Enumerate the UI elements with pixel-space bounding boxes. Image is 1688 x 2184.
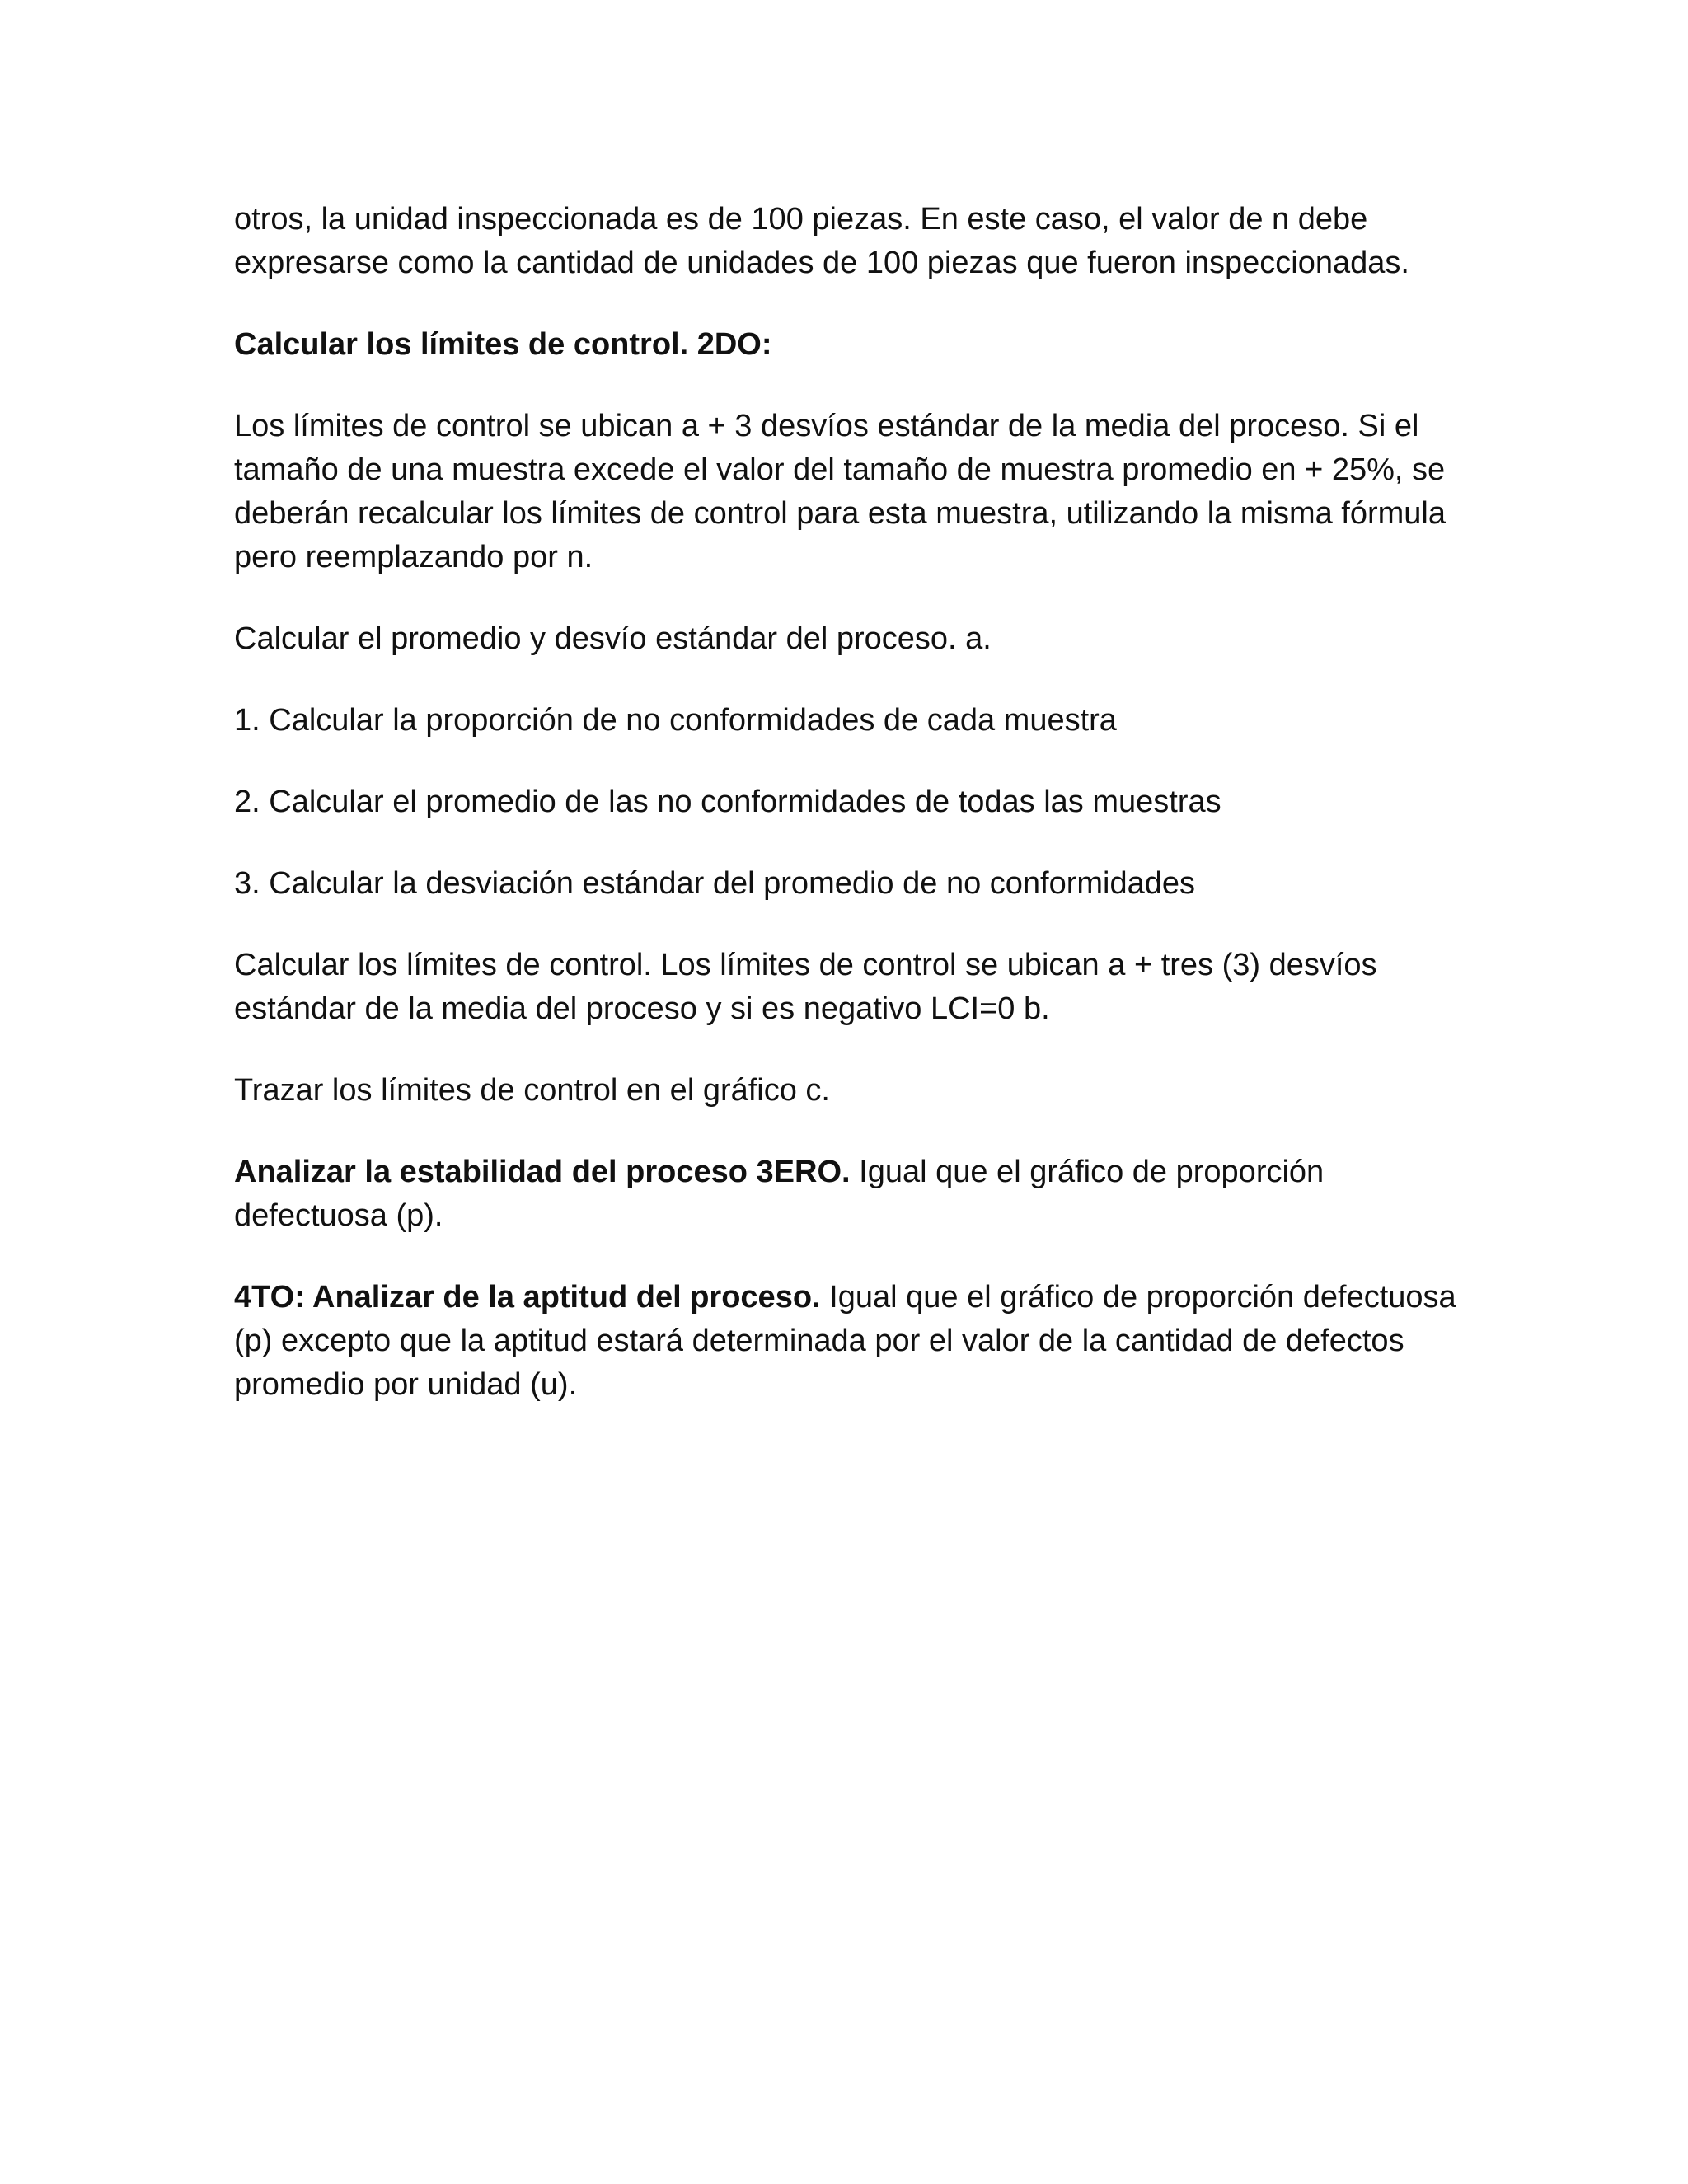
step-1: 1. Calcular la proporción de no conformidades de cada muestra xyxy=(234,703,1117,738)
step-2: 2. Calcular el promedio de las no conformidades de todas las muestras xyxy=(234,785,1221,819)
stability-heading: Analizar la estabilidad del proceso 3ERO. xyxy=(234,1155,851,1189)
paragraph-control-limits: Los límites de control se ubican a + 3 desvíos estándar de la media del proceso. Si el tamaño de una muestra excede el valor del tamaño de muestra promedio en + 25%, se deberán recalcular los límites de control para esta muestra, utilizando la misma fórmula pero reemplazando por n. xyxy=(234,409,1446,574)
paragraph-aptitude xyxy=(234,1276,1470,1407)
paragraph-trace-limits: Trazar los límites de control en el gráfico c. xyxy=(234,1073,830,1108)
paragraph-process-mean: Calcular el promedio y desvío estándar del proceso. a. xyxy=(234,621,992,656)
paragraph-limits-lci: Calcular los límites de control. Los límites de control se ubican a + tres (3) desvíos estándar de la media del proceso y si es negativo LCI=0 b. xyxy=(234,948,1377,1026)
document-page xyxy=(234,198,1470,1445)
heading-control-limits: Calcular los límites de control. 2DO: xyxy=(234,327,772,362)
stability-text: Igual que el gráfico de proporción defectuosa (p). xyxy=(234,1155,1325,1233)
aptitude-text: Igual que el gráfico de proporción defectuosa (p) excepto que la aptitud estará determinada por el valor de la cantidad de defectos promedio por unidad (u). xyxy=(234,1280,1456,1402)
paragraph-inspection-unit: otros, la unidad inspeccionada es de 100 piezas. En este caso, el valor de n debe expresarse como la cantidad de unidades de 100 piezas que fueron inspeccionadas. xyxy=(234,202,1409,280)
aptitude-heading: 4TO: Analizar de la aptitud del proceso. xyxy=(234,1280,821,1315)
step-3: 3. Calcular la desviación estándar del promedio de no conformidades xyxy=(234,866,1196,901)
paragraph-stability xyxy=(234,1151,1470,1238)
